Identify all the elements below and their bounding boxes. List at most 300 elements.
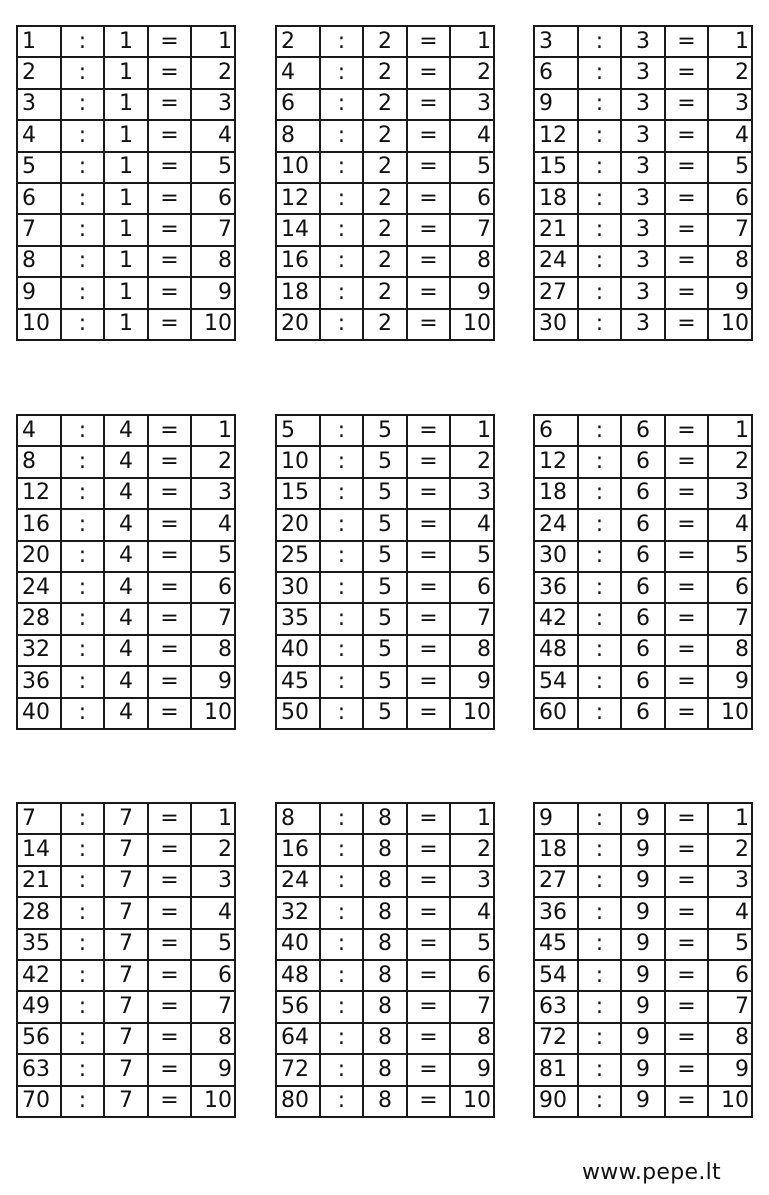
table-row [17, 635, 235, 666]
quotient-cell: 6 [450, 572, 494, 603]
division-table-by-1 [16, 25, 236, 341]
divide-sign-cell: : [320, 152, 363, 183]
table-row [17, 834, 235, 865]
divide-sign-cell: : [578, 666, 621, 697]
table-row [534, 929, 752, 960]
quotient-cell: 2 [450, 834, 494, 865]
divide-sign-cell: : [320, 120, 363, 151]
divisor-cell: 1 [104, 214, 148, 245]
table-row [17, 26, 235, 57]
quotient-cell: 9 [708, 1054, 752, 1085]
divide-sign-cell: : [61, 960, 104, 991]
quotient-cell: 7 [450, 603, 494, 634]
table-row [534, 803, 752, 834]
equals-sign-cell: = [665, 572, 708, 603]
dividend-cell: 36 [17, 666, 61, 697]
divide-sign-cell: : [578, 89, 621, 120]
divisor-cell: 5 [363, 603, 407, 634]
divisor-cell: 6 [621, 603, 665, 634]
table-row [276, 897, 494, 928]
divide-sign-cell: : [320, 214, 363, 245]
quotient-cell: 9 [191, 666, 235, 697]
divisor-cell: 7 [104, 897, 148, 928]
quotient-cell: 6 [708, 183, 752, 214]
table-row [276, 277, 494, 308]
quotient-cell: 9 [708, 277, 752, 308]
divisor-cell: 5 [363, 509, 407, 540]
divisor-cell: 7 [104, 929, 148, 960]
dividend-cell: 40 [276, 929, 320, 960]
table-row [534, 991, 752, 1022]
table-row [17, 603, 235, 634]
divisor-cell: 8 [363, 866, 407, 897]
divide-sign-cell: : [320, 277, 363, 308]
equals-sign-cell: = [665, 1023, 708, 1054]
equals-sign-cell: = [148, 1086, 191, 1117]
divide-sign-cell: : [61, 803, 104, 834]
quotient-cell: 3 [450, 478, 494, 509]
equals-sign-cell: = [148, 698, 191, 729]
equals-sign-cell: = [407, 120, 450, 151]
divide-sign-cell: : [320, 183, 363, 214]
divide-sign-cell: : [320, 478, 363, 509]
table-row [534, 666, 752, 697]
table-row [276, 635, 494, 666]
divisor-cell: 2 [363, 246, 407, 277]
equals-sign-cell: = [665, 478, 708, 509]
divisor-cell: 5 [363, 446, 407, 477]
quotient-cell: 9 [708, 666, 752, 697]
divisor-cell: 3 [621, 214, 665, 245]
divide-sign-cell: : [61, 666, 104, 697]
quotient-cell: 7 [191, 603, 235, 634]
divisor-cell: 7 [104, 834, 148, 865]
divide-sign-cell: : [61, 929, 104, 960]
divisor-cell: 8 [363, 1086, 407, 1117]
table-row [17, 183, 235, 214]
table-row [17, 89, 235, 120]
equals-sign-cell: = [665, 152, 708, 183]
table-row [534, 446, 752, 477]
equals-sign-cell: = [148, 635, 191, 666]
table-row [276, 603, 494, 634]
divide-sign-cell: : [61, 26, 104, 57]
dividend-cell: 14 [276, 214, 320, 245]
divide-sign-cell: : [320, 698, 363, 729]
table-row [17, 120, 235, 151]
equals-sign-cell: = [407, 89, 450, 120]
divisor-cell: 3 [621, 89, 665, 120]
equals-sign-cell: = [665, 803, 708, 834]
table-row [534, 1054, 752, 1085]
equals-sign-cell: = [407, 572, 450, 603]
equals-sign-cell: = [407, 698, 450, 729]
dividend-cell: 16 [276, 246, 320, 277]
dividend-cell: 90 [534, 1086, 578, 1117]
quotient-cell: 5 [450, 541, 494, 572]
dividend-cell: 42 [534, 603, 578, 634]
divide-sign-cell: : [61, 152, 104, 183]
divisor-cell: 1 [104, 26, 148, 57]
quotient-cell: 2 [708, 834, 752, 865]
equals-sign-cell: = [148, 89, 191, 120]
equals-sign-cell: = [148, 478, 191, 509]
table-row [276, 541, 494, 572]
quotient-cell: 7 [708, 991, 752, 1022]
table-row [17, 415, 235, 446]
equals-sign-cell: = [407, 183, 450, 214]
equals-sign-cell: = [148, 509, 191, 540]
quotient-cell: 7 [450, 991, 494, 1022]
table-row [17, 246, 235, 277]
divide-sign-cell: : [320, 635, 363, 666]
dividend-cell: 18 [534, 478, 578, 509]
table-row [17, 309, 235, 340]
equals-sign-cell: = [665, 57, 708, 88]
quotient-cell: 1 [708, 26, 752, 57]
dividend-cell: 12 [534, 120, 578, 151]
divide-sign-cell: : [578, 57, 621, 88]
divisor-cell: 3 [621, 152, 665, 183]
quotient-cell: 9 [450, 277, 494, 308]
divisor-cell: 3 [621, 57, 665, 88]
table-row [276, 991, 494, 1022]
quotient-cell: 5 [450, 152, 494, 183]
divide-sign-cell: : [61, 635, 104, 666]
quotient-cell: 2 [191, 446, 235, 477]
divisor-cell: 8 [363, 803, 407, 834]
dividend-cell: 3 [534, 26, 578, 57]
table-row [17, 866, 235, 897]
dividend-cell: 48 [534, 635, 578, 666]
dividend-cell: 48 [276, 960, 320, 991]
divide-sign-cell: : [320, 834, 363, 865]
dividend-cell: 4 [17, 415, 61, 446]
table-row [17, 572, 235, 603]
quotient-cell: 4 [450, 509, 494, 540]
quotient-cell: 7 [708, 214, 752, 245]
equals-sign-cell: = [665, 897, 708, 928]
divisor-cell: 6 [621, 415, 665, 446]
table-row [534, 834, 752, 865]
equals-sign-cell: = [665, 309, 708, 340]
divisor-cell: 5 [363, 415, 407, 446]
quotient-cell: 6 [191, 960, 235, 991]
divisor-cell: 6 [621, 541, 665, 572]
quotient-cell: 2 [191, 834, 235, 865]
divisor-cell: 8 [363, 929, 407, 960]
divide-sign-cell: : [320, 26, 363, 57]
divide-sign-cell: : [578, 446, 621, 477]
dividend-cell: 42 [17, 960, 61, 991]
quotient-cell: 5 [191, 541, 235, 572]
quotient-cell: 3 [708, 866, 752, 897]
dividend-cell: 6 [534, 57, 578, 88]
equals-sign-cell: = [407, 991, 450, 1022]
divide-sign-cell: : [578, 1054, 621, 1085]
table-row [17, 897, 235, 928]
table-row [17, 57, 235, 88]
table-row [17, 1054, 235, 1085]
table-row [276, 866, 494, 897]
table-row [534, 183, 752, 214]
table-row [17, 803, 235, 834]
dividend-cell: 7 [17, 803, 61, 834]
equals-sign-cell: = [148, 866, 191, 897]
quotient-cell: 3 [191, 866, 235, 897]
equals-sign-cell: = [148, 26, 191, 57]
equals-sign-cell: = [148, 57, 191, 88]
equals-sign-cell: = [407, 415, 450, 446]
equals-sign-cell: = [665, 635, 708, 666]
dividend-cell: 9 [534, 89, 578, 120]
dividend-cell: 32 [17, 635, 61, 666]
quotient-cell: 2 [450, 57, 494, 88]
divisor-cell: 5 [363, 698, 407, 729]
quotient-cell: 3 [191, 478, 235, 509]
equals-sign-cell: = [407, 1023, 450, 1054]
divisor-cell: 3 [621, 183, 665, 214]
table-row [534, 277, 752, 308]
dividend-cell: 27 [534, 866, 578, 897]
divisor-cell: 9 [621, 897, 665, 928]
table-row [17, 698, 235, 729]
equals-sign-cell: = [148, 541, 191, 572]
quotient-cell: 4 [708, 509, 752, 540]
divisor-cell: 6 [621, 635, 665, 666]
division-table-by-8 [275, 802, 495, 1118]
divide-sign-cell: : [578, 152, 621, 183]
divide-sign-cell: : [320, 1086, 363, 1117]
dividend-cell: 18 [534, 834, 578, 865]
divisor-cell: 6 [621, 572, 665, 603]
equals-sign-cell: = [407, 57, 450, 88]
quotient-cell: 1 [708, 803, 752, 834]
table-row [17, 991, 235, 1022]
divisor-cell: 5 [363, 666, 407, 697]
equals-sign-cell: = [407, 666, 450, 697]
quotient-cell: 4 [191, 509, 235, 540]
dividend-cell: 6 [17, 183, 61, 214]
divisor-cell: 1 [104, 183, 148, 214]
dividend-cell: 36 [534, 897, 578, 928]
quotient-cell: 10 [450, 1086, 494, 1117]
divide-sign-cell: : [320, 309, 363, 340]
dividend-cell: 20 [276, 309, 320, 340]
divide-sign-cell: : [61, 991, 104, 1022]
quotient-cell: 3 [708, 89, 752, 120]
table-row [534, 89, 752, 120]
table-row [276, 214, 494, 245]
table-row [534, 415, 752, 446]
divisor-cell: 9 [621, 991, 665, 1022]
divide-sign-cell: : [578, 603, 621, 634]
quotient-cell: 10 [708, 698, 752, 729]
divisor-cell: 4 [104, 572, 148, 603]
quotient-cell: 8 [708, 635, 752, 666]
divide-sign-cell: : [578, 572, 621, 603]
equals-sign-cell: = [148, 572, 191, 603]
equals-sign-cell: = [148, 152, 191, 183]
quotient-cell: 3 [450, 866, 494, 897]
equals-sign-cell: = [665, 666, 708, 697]
table-row [276, 120, 494, 151]
divisor-cell: 4 [104, 603, 148, 634]
table-row [276, 246, 494, 277]
divisor-cell: 7 [104, 803, 148, 834]
divide-sign-cell: : [61, 1086, 104, 1117]
dividend-cell: 28 [17, 897, 61, 928]
dividend-cell: 18 [534, 183, 578, 214]
dividend-cell: 72 [534, 1023, 578, 1054]
dividend-cell: 8 [276, 120, 320, 151]
quotient-cell: 9 [191, 1054, 235, 1085]
divide-sign-cell: : [578, 929, 621, 960]
division-table-by-9 [533, 802, 753, 1118]
dividend-cell: 54 [534, 666, 578, 697]
divisor-cell: 6 [621, 446, 665, 477]
equals-sign-cell: = [148, 309, 191, 340]
table-row [276, 509, 494, 540]
quotient-cell: 2 [450, 446, 494, 477]
dividend-cell: 40 [17, 698, 61, 729]
table-row [534, 57, 752, 88]
equals-sign-cell: = [407, 541, 450, 572]
divisor-cell: 7 [104, 1023, 148, 1054]
quotient-cell: 1 [450, 26, 494, 57]
divide-sign-cell: : [578, 1023, 621, 1054]
quotient-cell: 8 [708, 246, 752, 277]
table-row [276, 415, 494, 446]
divisor-cell: 6 [621, 698, 665, 729]
table-row [534, 603, 752, 634]
divide-sign-cell: : [578, 991, 621, 1022]
quotient-cell: 6 [191, 183, 235, 214]
divisor-cell: 2 [363, 277, 407, 308]
divide-sign-cell: : [578, 509, 621, 540]
divide-sign-cell: : [61, 214, 104, 245]
divisor-cell: 7 [104, 1054, 148, 1085]
divide-sign-cell: : [320, 446, 363, 477]
equals-sign-cell: = [665, 277, 708, 308]
table-row [534, 152, 752, 183]
equals-sign-cell: = [407, 635, 450, 666]
equals-sign-cell: = [407, 897, 450, 928]
table-row [276, 478, 494, 509]
divide-sign-cell: : [61, 309, 104, 340]
equals-sign-cell: = [148, 277, 191, 308]
quotient-cell: 5 [708, 541, 752, 572]
equals-sign-cell: = [407, 309, 450, 340]
equals-sign-cell: = [665, 415, 708, 446]
divisor-cell: 7 [104, 991, 148, 1022]
table-row [534, 1086, 752, 1117]
divide-sign-cell: : [61, 572, 104, 603]
quotient-cell: 4 [708, 897, 752, 928]
table-row [276, 183, 494, 214]
table-row [534, 214, 752, 245]
dividend-cell: 25 [276, 541, 320, 572]
dividend-cell: 40 [276, 635, 320, 666]
dividend-cell: 10 [276, 152, 320, 183]
dividend-cell: 4 [276, 57, 320, 88]
table-row [534, 1023, 752, 1054]
equals-sign-cell: = [665, 698, 708, 729]
divide-sign-cell: : [61, 509, 104, 540]
divide-sign-cell: : [61, 897, 104, 928]
divide-sign-cell: : [320, 572, 363, 603]
divisor-cell: 9 [621, 803, 665, 834]
divide-sign-cell: : [61, 57, 104, 88]
equals-sign-cell: = [148, 991, 191, 1022]
dividend-cell: 21 [17, 866, 61, 897]
divisor-cell: 8 [363, 1054, 407, 1085]
table-row [17, 929, 235, 960]
divisor-cell: 9 [621, 1086, 665, 1117]
table-row [534, 897, 752, 928]
dividend-cell: 54 [534, 960, 578, 991]
table-row [534, 541, 752, 572]
equals-sign-cell: = [407, 834, 450, 865]
table-row [276, 572, 494, 603]
divide-sign-cell: : [61, 541, 104, 572]
divide-sign-cell: : [320, 246, 363, 277]
dividend-cell: 5 [17, 152, 61, 183]
quotient-cell: 1 [450, 415, 494, 446]
equals-sign-cell: = [665, 214, 708, 245]
table-row [276, 803, 494, 834]
equals-sign-cell: = [407, 277, 450, 308]
table-row [276, 929, 494, 960]
divisor-cell: 6 [621, 509, 665, 540]
divisor-cell: 8 [363, 897, 407, 928]
quotient-cell: 7 [191, 991, 235, 1022]
table-row [17, 509, 235, 540]
quotient-cell: 5 [708, 152, 752, 183]
equals-sign-cell: = [665, 866, 708, 897]
equals-sign-cell: = [665, 26, 708, 57]
equals-sign-cell: = [407, 478, 450, 509]
divide-sign-cell: : [61, 415, 104, 446]
divide-sign-cell: : [578, 26, 621, 57]
divisor-cell: 3 [621, 26, 665, 57]
dividend-cell: 2 [276, 26, 320, 57]
divisor-cell: 2 [363, 152, 407, 183]
divisor-cell: 9 [621, 866, 665, 897]
divisor-cell: 4 [104, 415, 148, 446]
divide-sign-cell: : [61, 1023, 104, 1054]
divisor-cell: 4 [104, 509, 148, 540]
table-row [534, 478, 752, 509]
dividend-cell: 30 [534, 309, 578, 340]
equals-sign-cell: = [407, 603, 450, 634]
divisor-cell: 2 [363, 26, 407, 57]
table-row [17, 152, 235, 183]
divisor-cell: 2 [363, 89, 407, 120]
quotient-cell: 8 [708, 1023, 752, 1054]
dividend-cell: 9 [17, 277, 61, 308]
divisor-cell: 3 [621, 309, 665, 340]
dividend-cell: 28 [17, 603, 61, 634]
divisor-cell: 9 [621, 1023, 665, 1054]
divisor-cell: 9 [621, 1054, 665, 1085]
table-row [276, 698, 494, 729]
table-row [534, 866, 752, 897]
dividend-cell: 7 [17, 214, 61, 245]
dividend-cell: 9 [534, 803, 578, 834]
equals-sign-cell: = [148, 929, 191, 960]
equals-sign-cell: = [148, 120, 191, 151]
